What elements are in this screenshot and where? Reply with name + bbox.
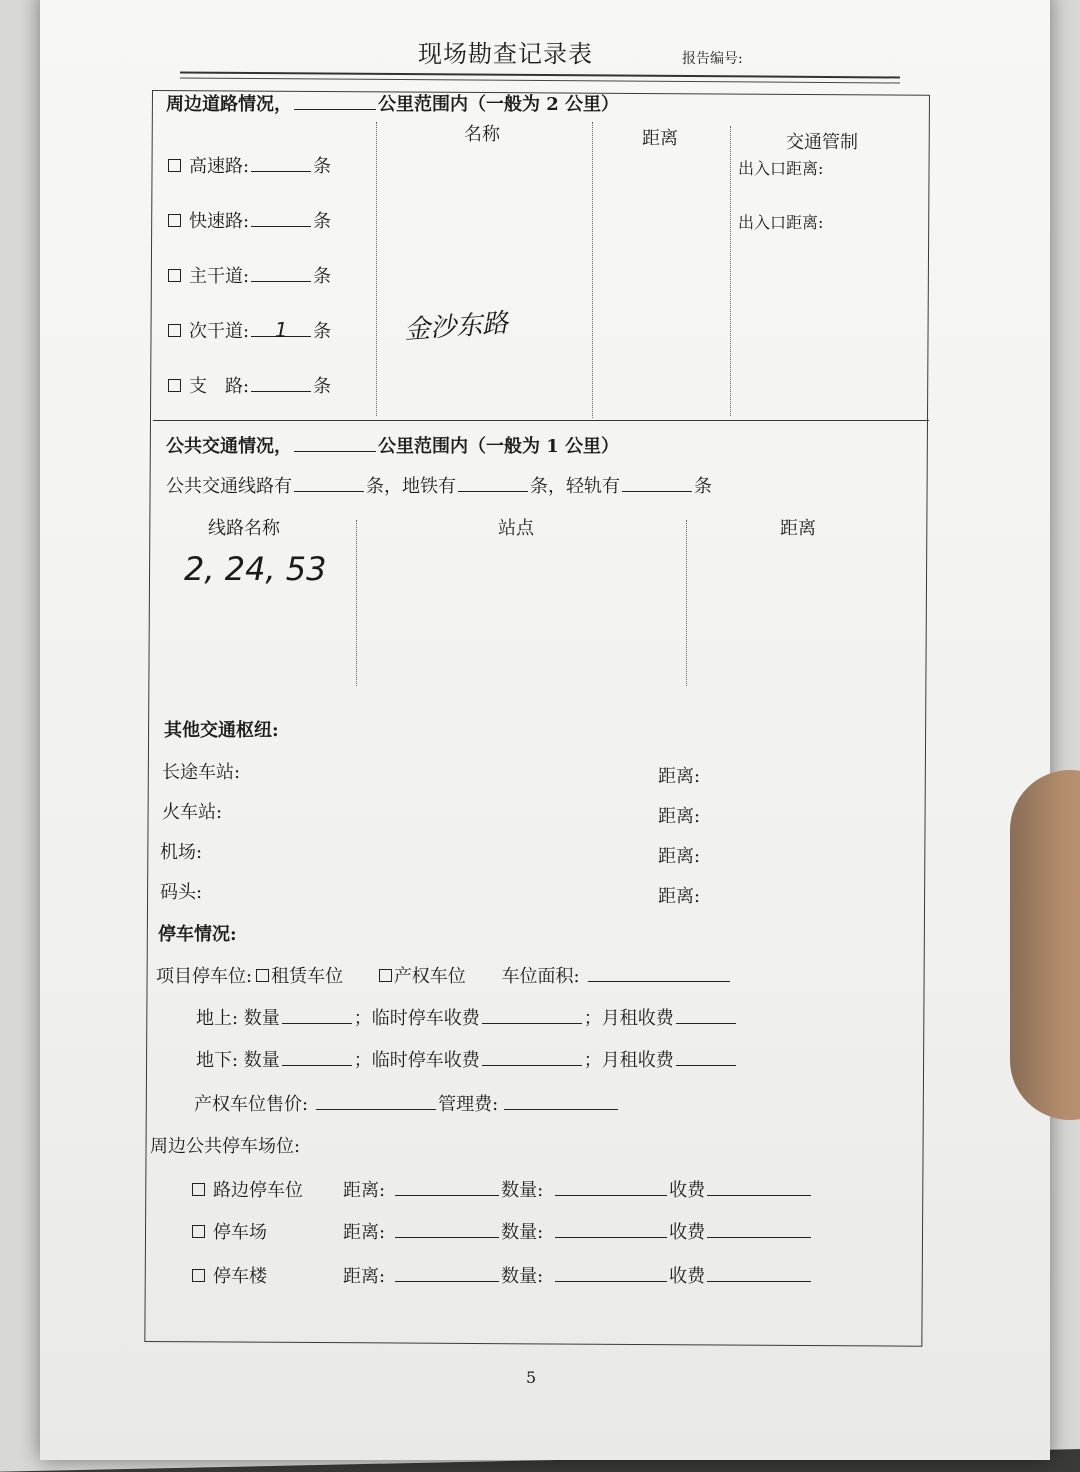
checkbox[interactable] xyxy=(168,214,181,227)
hub-distance-1: 距离: xyxy=(658,766,701,787)
roads-col-traffic: 交通管制 xyxy=(786,132,858,153)
project-parking-row: 项目停车位: 租赁车位 产权车位 车位面积: xyxy=(156,962,732,988)
traffic-entry-1: 出入口距离: xyxy=(738,159,824,178)
hub-distance-3: 距离: xyxy=(658,846,701,867)
checkbox-owned[interactable] xyxy=(379,969,392,982)
roads-divider-2 xyxy=(592,122,593,418)
transit-col-stop: 站点 xyxy=(498,518,534,539)
road-row-highway: 高速路: 条 xyxy=(168,152,331,178)
checkbox[interactable] xyxy=(192,1225,205,1238)
transit-col-distance: 距离 xyxy=(780,518,816,539)
checkbox[interactable] xyxy=(168,269,181,282)
hub-distance-4: 距离: xyxy=(658,886,701,907)
page-number: 5 xyxy=(526,1368,537,1387)
finger xyxy=(1010,770,1080,1120)
public-parking-heading: 周边公共停车场位: xyxy=(150,1136,301,1157)
checkbox-rent[interactable] xyxy=(256,969,269,982)
checkbox[interactable] xyxy=(192,1183,205,1196)
transit-heading: 公共交通情况， 公里范围内（一般为 1 公里） xyxy=(166,432,619,458)
roads-radius-blank[interactable] xyxy=(294,91,376,110)
hubs-heading: 其他交通枢纽: xyxy=(164,720,279,741)
checkbox[interactable] xyxy=(168,324,181,337)
public-parking-building: 停车楼 距离: 数量: 收费 xyxy=(192,1262,813,1288)
form-title: 现场勘查记录表 xyxy=(418,40,593,68)
transit-col-line: 线路名称 xyxy=(208,518,280,539)
hub-pier: 码头: xyxy=(160,882,203,903)
public-parking-lot: 停车场 距离: 数量: 收费 xyxy=(192,1218,813,1244)
roads-divider-3 xyxy=(730,126,731,416)
roads-col-name: 名称 xyxy=(464,124,500,145)
checkbox[interactable] xyxy=(192,1269,205,1282)
parking-heading: 停车情况: xyxy=(158,924,237,945)
hub-airport: 机场: xyxy=(160,842,203,863)
public-parking-roadside: 路边停车位 距离: 数量: 收费 xyxy=(192,1176,813,1202)
traffic-entry-2: 出入口距离: xyxy=(738,213,824,232)
below-ground-row: 地下: 数量 ；临时停车收费 ；月租收费 xyxy=(196,1046,738,1072)
report-number-label: 报告编号: xyxy=(682,51,743,67)
parking-area-field[interactable] xyxy=(588,963,730,982)
transit-divider-2 xyxy=(686,520,687,686)
road-row-branch: 支 路: 条 xyxy=(168,372,331,398)
road-row-arterial: 主干道: 条 xyxy=(168,262,331,288)
checkbox[interactable] xyxy=(168,159,181,172)
hub-train-station: 火车站: xyxy=(162,802,223,823)
secondary-count-value[interactable]: 1 xyxy=(251,318,311,337)
handwritten-bus-lines: 2, 24, 53 xyxy=(184,550,327,588)
transit-divider-1 xyxy=(356,520,357,686)
hub-distance-2: 距离: xyxy=(658,806,701,827)
handwritten-road-name: 金沙东路 xyxy=(403,308,510,346)
checkbox[interactable] xyxy=(168,379,181,392)
section-separator xyxy=(153,420,929,421)
above-ground-row: 地上: 数量 ；临时停车收费 ；月租收费 xyxy=(196,1004,738,1030)
road-row-expressway: 快速路: 条 xyxy=(168,207,331,233)
road-row-secondary: 次干道: 1 条 xyxy=(168,317,331,343)
roads-divider-1 xyxy=(376,122,377,416)
sale-price-row: 产权车位售价: 管理费: xyxy=(194,1090,620,1116)
roads-col-distance: 距离 xyxy=(642,128,678,149)
hub-coach-station: 长途车站: xyxy=(162,762,241,783)
roads-heading: 周边道路情况， 公里范围内（一般为 2 公里） xyxy=(166,90,619,116)
transit-lines-row: 公共交通线路有 条，地铁有 条，轻轨有 条 xyxy=(166,472,712,498)
